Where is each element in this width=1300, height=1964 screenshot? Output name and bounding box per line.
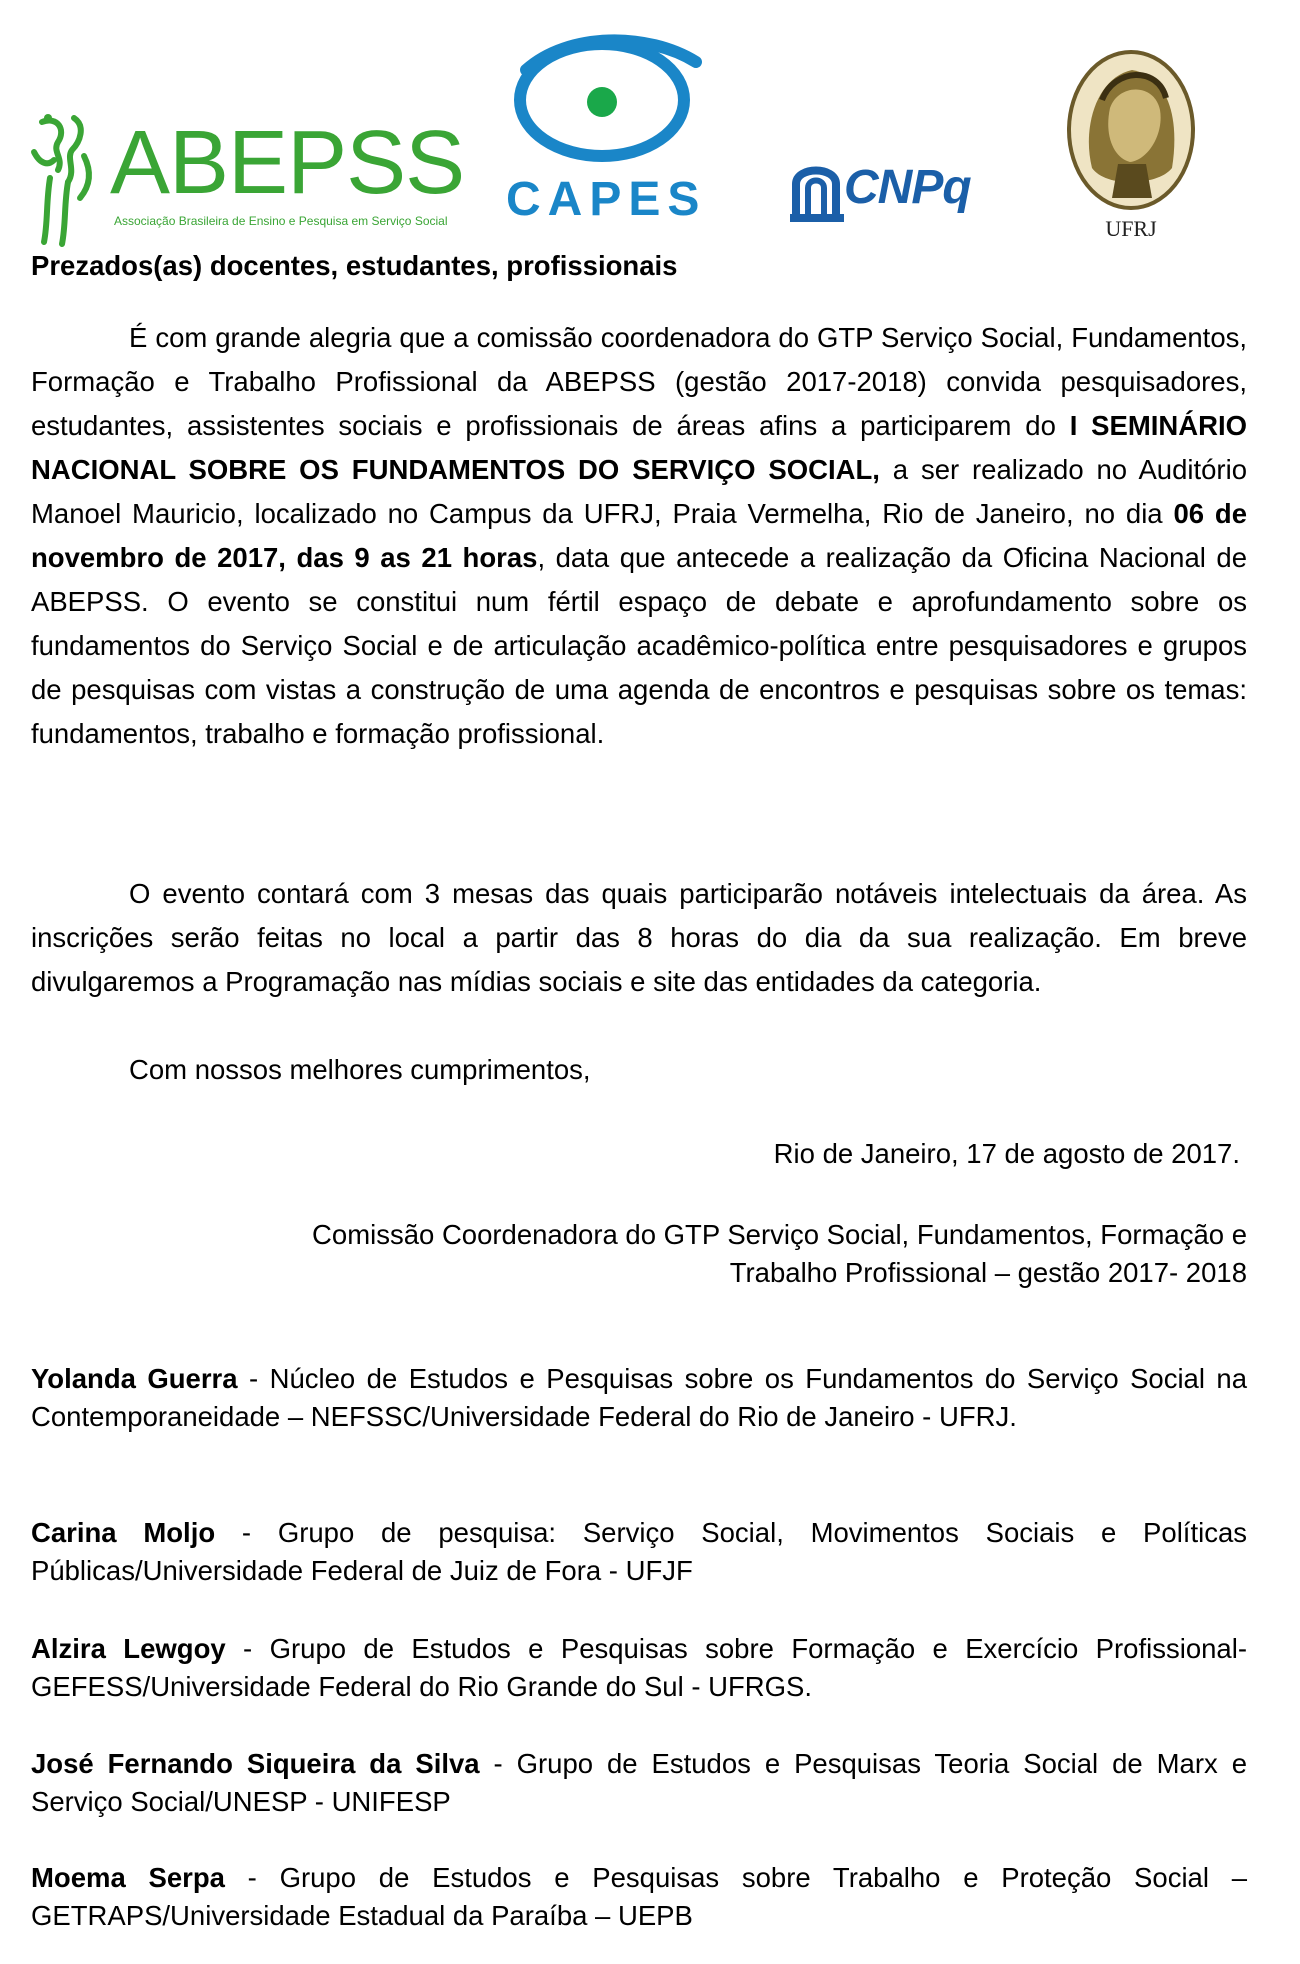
ufrj-logo bbox=[1062, 48, 1200, 244]
ufrj-minerva-seal-icon bbox=[1062, 48, 1200, 214]
closing-line: Com nossos melhores cumprimentos, bbox=[129, 1054, 591, 1085]
cnpq-wordmark: CNPq bbox=[844, 161, 971, 214]
member-name: José Fernando Siqueira da Silva bbox=[31, 1748, 480, 1779]
member-name: Alzira Lewgoy bbox=[31, 1633, 226, 1664]
capes-logo bbox=[498, 22, 710, 226]
signature-line-2: Trabalho Profissional – gestão 2017- 2018 bbox=[729, 1257, 1247, 1288]
abepss-figure-icon bbox=[28, 112, 108, 248]
abepss-wordmark: ABEPSS bbox=[110, 113, 465, 213]
capes-wordmark: CAPES bbox=[506, 173, 707, 226]
member-name: Yolanda Guerra bbox=[31, 1363, 238, 1394]
member-affiliation: - Grupo de Estudos e Pesquisas Teoria Social de Marx e Serviço Social/UNESP - UNIFESP bbox=[31, 1748, 1247, 1817]
invitation-text-part2: a ser realizado no Auditório Manoel Mauricio, localizado no Campus da UFRJ, Praia Vermelha, Rio de Janeiro, no dia bbox=[31, 454, 1247, 529]
member-entry bbox=[31, 1745, 1247, 1821]
place-date: Rio de Janeiro, 17 de agosto de 2017. bbox=[773, 1138, 1240, 1169]
member-entry bbox=[31, 1514, 1247, 1590]
member-entry bbox=[31, 1859, 1247, 1935]
member-affiliation: - Grupo de pesquisa: Serviço Social, Movimentos Sociais e Políticas Públicas/Universidade Federal de Juiz de Fora - UFJF bbox=[31, 1517, 1247, 1586]
member-affiliation: - Grupo de Estudos e Pesquisas sobre Formação e Exercício Profissional- GEFESS/Universidade Federal do Rio Grande do Sul - UFRGS. bbox=[31, 1633, 1247, 1702]
cnpq-emblem-icon bbox=[790, 154, 846, 224]
ufrj-wordmark: UFRJ bbox=[1105, 216, 1157, 241]
member-name: Moema Serpa bbox=[31, 1862, 225, 1893]
invitation-text-part1: É com grande alegria que a comissão coordenadora do GTP Serviço Social, Fundamentos, Formação e Trabalho Profissional da ABEPSS (gestão 2017-2018) convida pesquisadores, estudantes, assistentes sociais e profissionais de áreas afins a participarem do bbox=[31, 322, 1247, 441]
signature-line-1: Comissão Coordenadora do GTP Serviço Social, Fundamentos, Formação e bbox=[312, 1219, 1247, 1250]
event-info-paragraph: O evento contará com 3 mesas das quais participarão notáveis intelectuais da área. As inscrições serão feitas no local a partir das 8 horas do dia da sua realização. Em breve divulgaremos a Programação nas mídias sociais e site das entidades da categoria. bbox=[31, 878, 1247, 997]
member-affiliation: - Núcleo de Estudos e Pesquisas sobre os Fundamentos do Serviço Social na Contemporaneidade – NEFSSC/Universidade Federal do Rio de Janeiro - UFRJ. bbox=[31, 1363, 1247, 1432]
invitation-text-part3: , data que antecede a realização da Oficina Nacional de ABEPSS. O evento se constitui num fértil espaço de debate e aprofundamento sobre os fundamentos do Serviço Social e de articulação acadêmico-política entre pesquisadores e grupos de pesquisas com vistas a construção de uma agenda de encontros e pesquisas sobre os temas: fundamentos, trabalho e formação profissional. bbox=[31, 542, 1247, 749]
member-affiliation: - Grupo de Estudos e Pesquisas sobre Trabalho e Proteção Social – GETRAPS/Universidade Estadual da Paraíba – UEPB bbox=[31, 1862, 1247, 1931]
cnpq-logo bbox=[790, 152, 986, 228]
signature-block bbox=[31, 1216, 1247, 1292]
logo-header bbox=[0, 0, 1300, 250]
greeting-heading: Prezados(as) docentes, estudantes, profissionais bbox=[31, 250, 678, 281]
abepss-subtitle: Associação Brasileira de Ensino e Pesquisa em Serviço Social bbox=[114, 214, 448, 228]
member-name: Carina Moljo bbox=[31, 1517, 216, 1548]
capes-emblem-icon bbox=[498, 22, 710, 172]
event-date-time: 06 de novembro de 2017, das 9 as 21 horas bbox=[31, 498, 1247, 573]
event-name: I SEMINÁRIO NACIONAL SOBRE OS FUNDAMENTOS DO SERVIÇO SOCIAL, bbox=[31, 410, 1247, 485]
member-entry bbox=[31, 1360, 1247, 1436]
member-entry bbox=[31, 1630, 1247, 1706]
abepss-logo bbox=[28, 112, 465, 248]
invitation-paragraph bbox=[31, 316, 1247, 756]
